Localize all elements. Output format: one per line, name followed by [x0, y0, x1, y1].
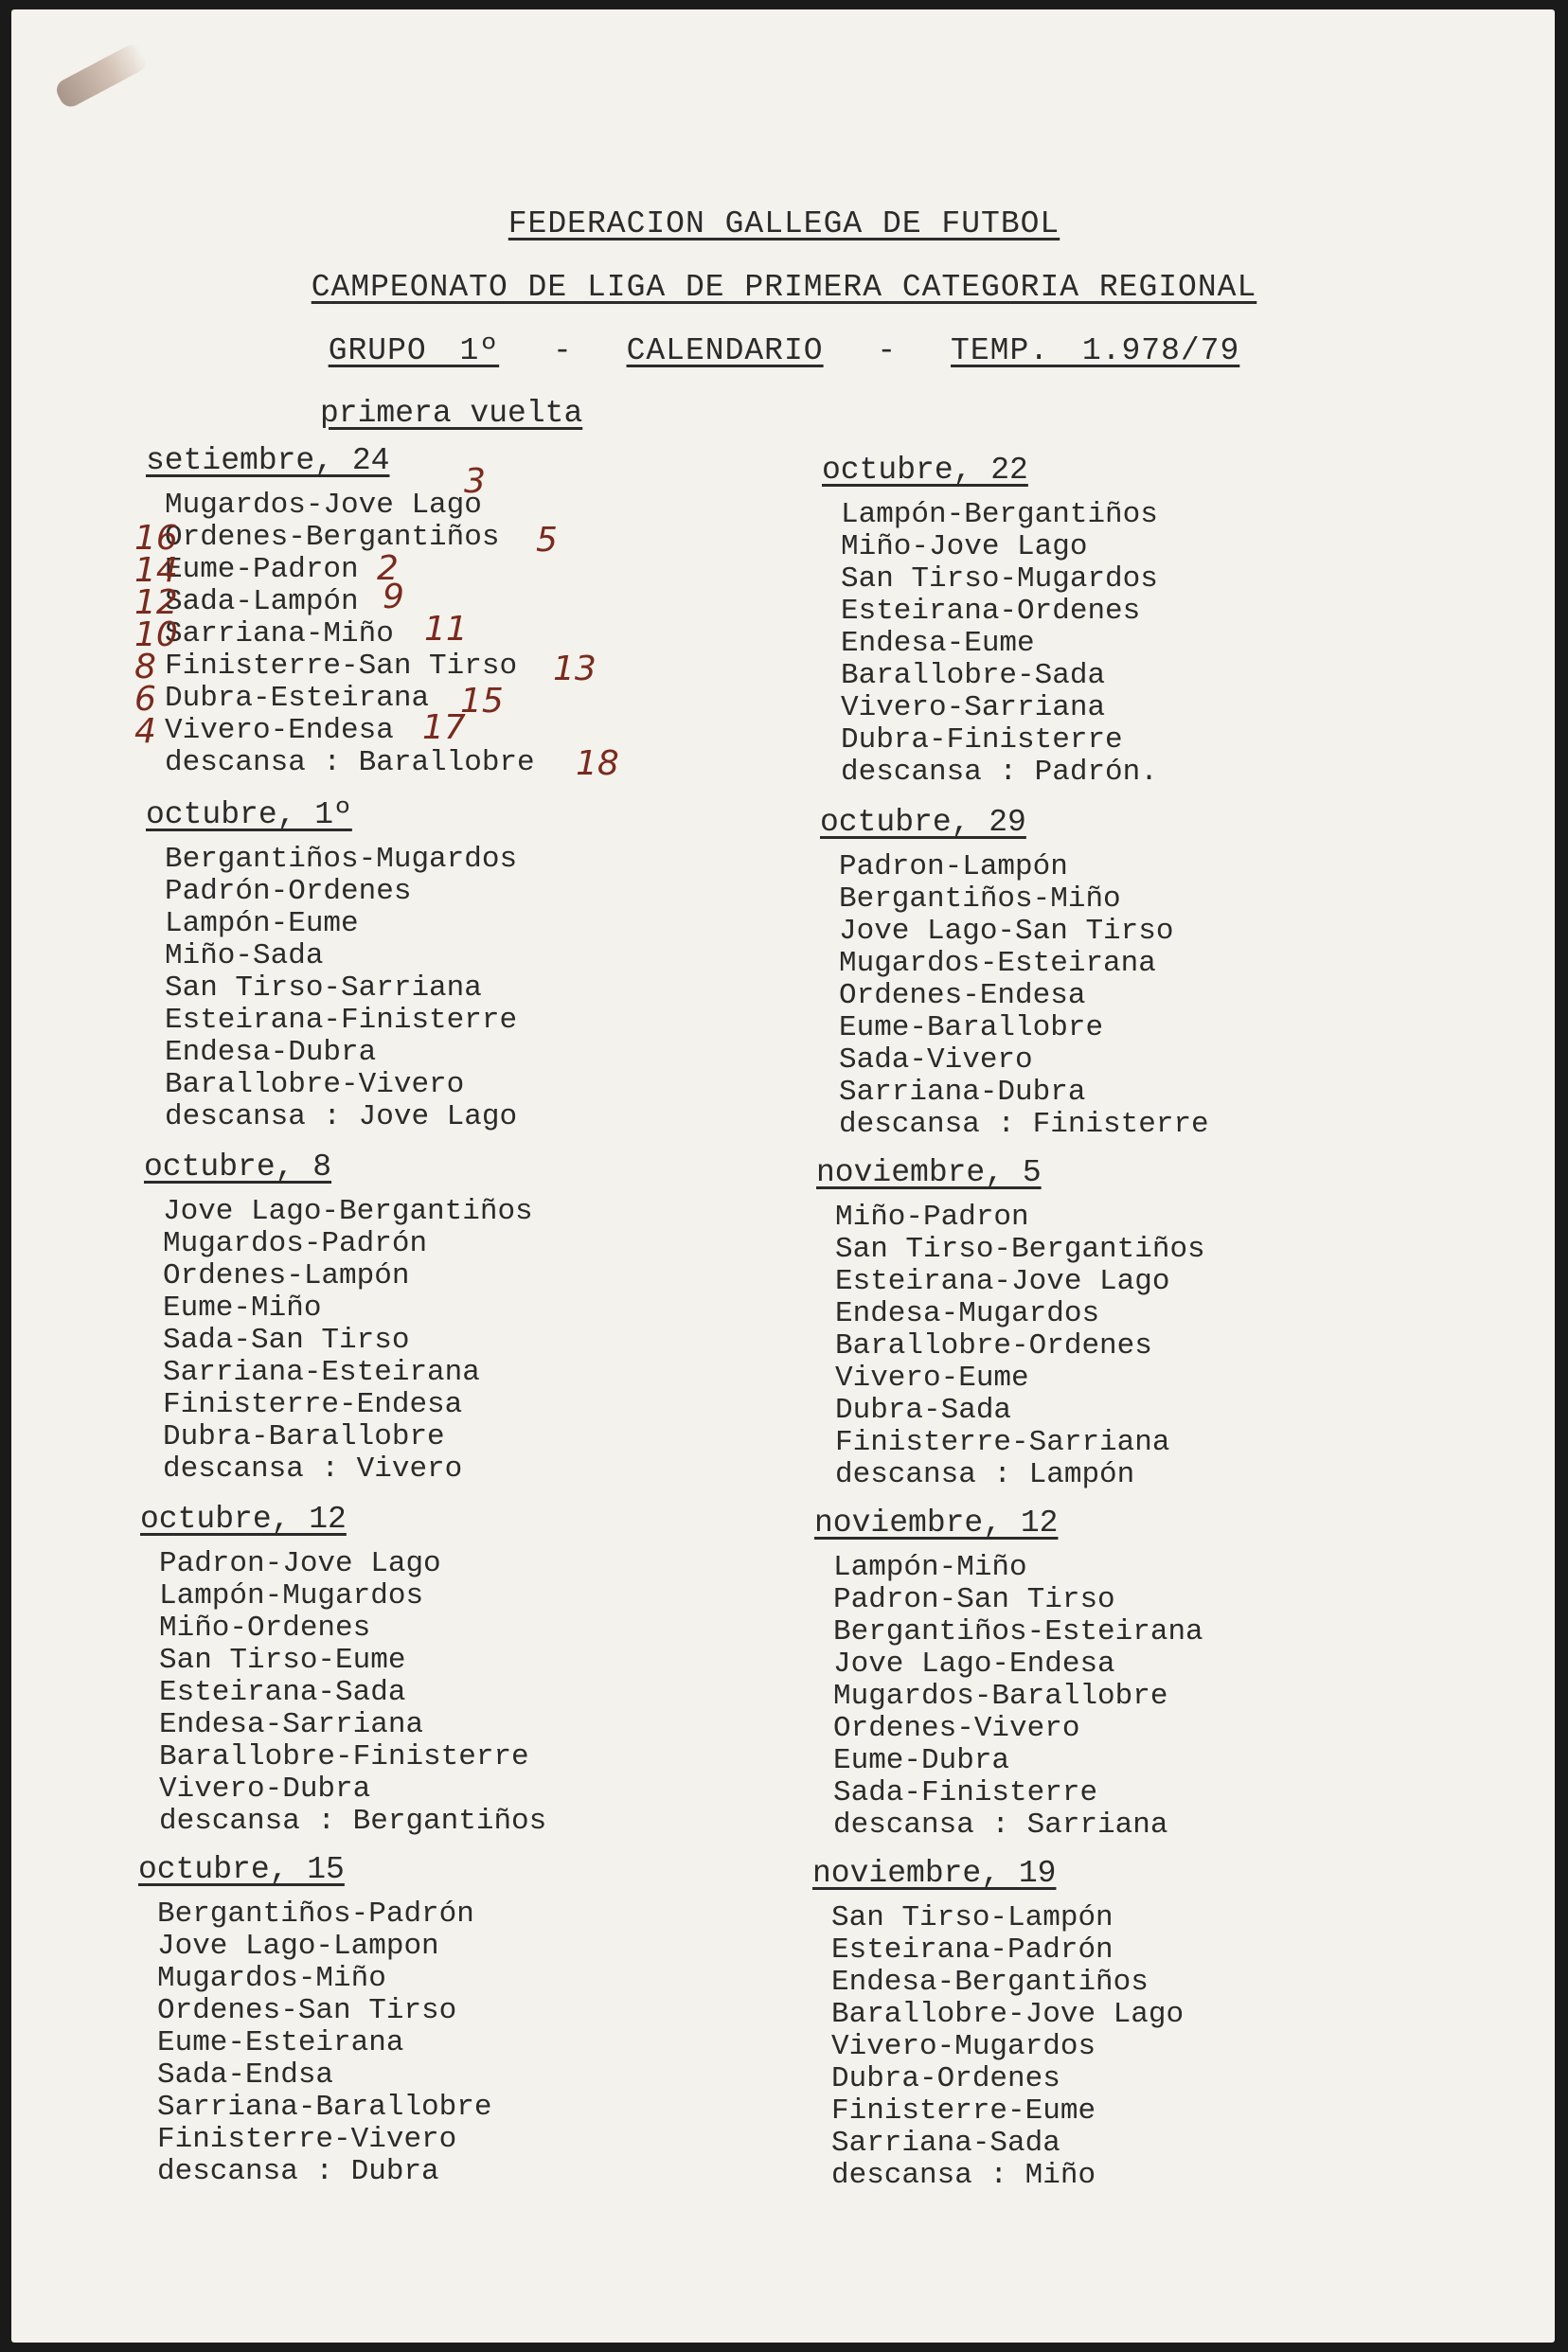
match-line: Dubra-Ordenes — [831, 2062, 1060, 2095]
handwritten-number: 3 — [464, 462, 486, 501]
match-line: Jove Lago-Lampon — [157, 1930, 439, 1963]
match-line: Padron-San Tirso — [833, 1583, 1115, 1616]
match-line: Finisterre-Eume — [831, 2094, 1096, 2128]
match-line: Vivero-Dubra — [159, 1773, 371, 1806]
match-line: Esteirana-Finisterre — [165, 1004, 518, 1037]
match-line: Barallobre-Vivero — [165, 1068, 465, 1101]
rest-team: descansa : Padrón. — [841, 756, 1158, 789]
match-line: Padrón-Ordenes — [165, 875, 412, 908]
season-label: TEMP. 1.978/79 — [951, 333, 1240, 368]
handwritten-number: 11 — [424, 610, 468, 649]
match-line: Padron-Lampón — [839, 850, 1068, 883]
rest-team: descansa : Dubra — [157, 2155, 439, 2188]
match-line: Mugardos-Padrón — [163, 1227, 428, 1260]
match-line: Endesa-Bergantiños — [831, 1966, 1149, 1999]
championship-title: CAMPEONATO DE LIGA DE PRIMERA CATEGORIA REGIONAL — [311, 270, 1257, 305]
match-line: Mugardos-Jove Lago — [165, 489, 482, 522]
round-block — [812, 1856, 1184, 2192]
match-line: Ordenes-Bergantiños — [165, 521, 500, 554]
rest-team: descansa : Bergantiños — [159, 1805, 547, 1838]
match-line: Miño-Jove Lago — [841, 530, 1088, 563]
match-line: Eume-Dubra — [833, 1744, 1010, 1777]
match-line: Mugardos-Miño — [157, 1962, 386, 1995]
handwritten-number: 15 — [460, 682, 504, 721]
round-block — [816, 1155, 1205, 1491]
match-line: Finisterre-Vivero — [157, 2123, 457, 2156]
handwritten-number: 2 — [377, 549, 399, 588]
round-block — [814, 1506, 1203, 1842]
round-block — [138, 1852, 491, 2188]
federation-title: FEDERACION GALLEGA DE FUTBOL — [508, 206, 1060, 241]
match-line: Sada-Vivero — [839, 1043, 1033, 1077]
handwritten-number: 5 — [536, 521, 558, 560]
handwritten-number: 9 — [383, 578, 404, 616]
match-line: Dubra-Barallobre — [163, 1420, 445, 1453]
match-line: Bergantiños-Padrón — [157, 1898, 474, 1931]
match-line: Miño-Sada — [165, 939, 324, 972]
match-line: Bergantiños-Esteirana — [833, 1615, 1203, 1648]
match-line: Dubra-Esteirana — [165, 682, 430, 715]
rest-team: descansa : Jove Lago — [165, 1100, 518, 1133]
handwritten-number: 18 — [576, 744, 619, 783]
round-block — [820, 805, 1209, 1141]
match-line: Bergantiños-Mugardos — [165, 843, 518, 876]
match-line: Miño-Ordenes — [159, 1612, 371, 1645]
match-line: Mugardos-Esteirana — [839, 947, 1156, 980]
match-line: Lampón-Mugardos — [159, 1579, 424, 1613]
calendar-label: CALENDARIO — [626, 333, 824, 368]
round-date: octubre, 1º — [146, 797, 352, 832]
match-line: Vivero-Eume — [835, 1362, 1029, 1395]
match-line: Barallobre-Jove Lago — [831, 1998, 1185, 2031]
match-line: Barallobre-Finisterre — [159, 1740, 529, 1773]
match-line: Jove Lago-Bergantiños — [163, 1195, 533, 1228]
match-line: San Tirso-Mugardos — [841, 562, 1158, 596]
round-block — [146, 797, 517, 1133]
handwritten-number: 16 — [134, 519, 178, 558]
match-line: Esteirana-Padrón — [831, 1933, 1114, 1967]
match-line: Finisterre-Endesa — [163, 1388, 463, 1421]
match-line: Endesa-Mugardos — [835, 1297, 1100, 1330]
match-line: Endesa-Sarriana — [159, 1708, 424, 1741]
handwritten-number: 12 — [134, 583, 178, 622]
match-line: Ordenes-Endesa — [839, 979, 1086, 1012]
rest-team: descansa : Lampón — [835, 1458, 1135, 1491]
match-line: Jove Lago-Endesa — [833, 1648, 1115, 1681]
round-date: octubre, 12 — [140, 1502, 347, 1537]
match-line: Esteirana-Sada — [159, 1676, 406, 1709]
match-line: San Tirso-Sarriana — [165, 971, 482, 1005]
match-line: Eume-Padron — [165, 553, 359, 586]
match-line: Vivero-Endesa — [165, 714, 394, 747]
separator: - — [877, 333, 898, 368]
round-date: octubre, 8 — [144, 1149, 332, 1185]
match-line: Lampón-Bergantiños — [841, 498, 1158, 531]
match-line: Lampón-Eume — [165, 907, 359, 940]
match-line: Ordenes-San Tirso — [157, 1994, 457, 2027]
match-line: Sarriana-Barallobre — [157, 2091, 492, 2124]
handwritten-number: 8 — [134, 648, 156, 686]
group-label: GRUPO 1º — [328, 333, 500, 368]
rest-team: descansa : Finisterre — [839, 1108, 1209, 1141]
match-line: Sada-San Tirso — [163, 1324, 410, 1357]
rest-team: descansa : Vivero — [163, 1452, 463, 1486]
match-line: Dubra-Finisterre — [841, 723, 1123, 757]
match-line: Endesa-Eume — [841, 627, 1035, 660]
round-date: noviembre, 12 — [814, 1506, 1059, 1541]
round-date: octubre, 22 — [822, 453, 1028, 488]
match-line: Jove Lago-San Tirso — [839, 915, 1174, 948]
match-line: Esteirana-Jove Lago — [835, 1265, 1170, 1298]
separator: - — [552, 333, 573, 368]
match-line: Sarriana-Esteirana — [163, 1356, 480, 1389]
match-line: San Tirso-Lampón — [831, 1901, 1114, 1934]
handwritten-number: 4 — [134, 712, 156, 751]
match-line: Eume-Barallobre — [839, 1011, 1104, 1044]
match-line: Barallobre-Ordenes — [835, 1329, 1152, 1363]
handwritten-number: 6 — [134, 680, 156, 719]
match-line: Vivero-Sarriana — [841, 691, 1106, 724]
round-date: octubre, 15 — [138, 1852, 345, 1887]
round-date: noviembre, 19 — [812, 1856, 1057, 1891]
round-title: primera vuelta — [320, 396, 583, 431]
match-line: Eume-Esteirana — [157, 2026, 404, 2059]
round-date: noviembre, 5 — [816, 1155, 1042, 1190]
match-line: Barallobre-Sada — [841, 659, 1106, 692]
handwritten-number: 14 — [134, 551, 178, 590]
match-line: Sarriana-Sada — [831, 2127, 1060, 2160]
match-line: Ordenes-Lampón — [163, 1259, 410, 1292]
group-line — [0, 333, 1568, 368]
round-block — [822, 453, 1158, 789]
match-line: Sarriana-Miño — [165, 617, 394, 650]
match-line: Vivero-Mugardos — [831, 2030, 1096, 2063]
match-line: Miño-Padron — [835, 1201, 1029, 1234]
handwritten-number: 17 — [422, 708, 466, 747]
rest-team: descansa : Barallobre — [165, 746, 535, 779]
match-line: Sarriana-Dubra — [839, 1076, 1086, 1109]
round-block — [140, 1502, 546, 1838]
match-line: Finisterre-Sarriana — [835, 1426, 1170, 1459]
match-line: Sada-Lampón — [165, 585, 359, 618]
rest-team: descansa : Miño — [831, 2159, 1096, 2192]
tape-stain — [53, 41, 150, 110]
match-line: Mugardos-Barallobre — [833, 1680, 1168, 1713]
match-line: Eume-Miño — [163, 1292, 322, 1325]
round-block — [144, 1149, 533, 1486]
match-line: Esteirana-Ordenes — [841, 595, 1141, 628]
match-line: Endesa-Dubra — [165, 1036, 377, 1069]
match-line: Bergantiños-Miño — [839, 882, 1121, 916]
round-date: octubre, 29 — [820, 805, 1026, 840]
rest-team: descansa : Sarriana — [833, 1809, 1168, 1842]
match-line: Finisterre-San Tirso — [165, 650, 518, 683]
match-line: Padron-Jove Lago — [159, 1547, 441, 1580]
handwritten-number: 13 — [553, 650, 597, 688]
match-line: San Tirso-Bergantiños — [835, 1233, 1205, 1266]
match-line: Ordenes-Vivero — [833, 1712, 1080, 1745]
match-line: Sada-Finisterre — [833, 1776, 1098, 1809]
match-line: San Tirso-Eume — [159, 1644, 406, 1677]
match-line: Lampón-Miño — [833, 1551, 1027, 1584]
handwritten-number: 10 — [134, 615, 178, 654]
match-line: Sada-Endsa — [157, 2058, 334, 2092]
round-date: setiembre, 24 — [146, 443, 390, 478]
match-line: Dubra-Sada — [835, 1394, 1012, 1427]
